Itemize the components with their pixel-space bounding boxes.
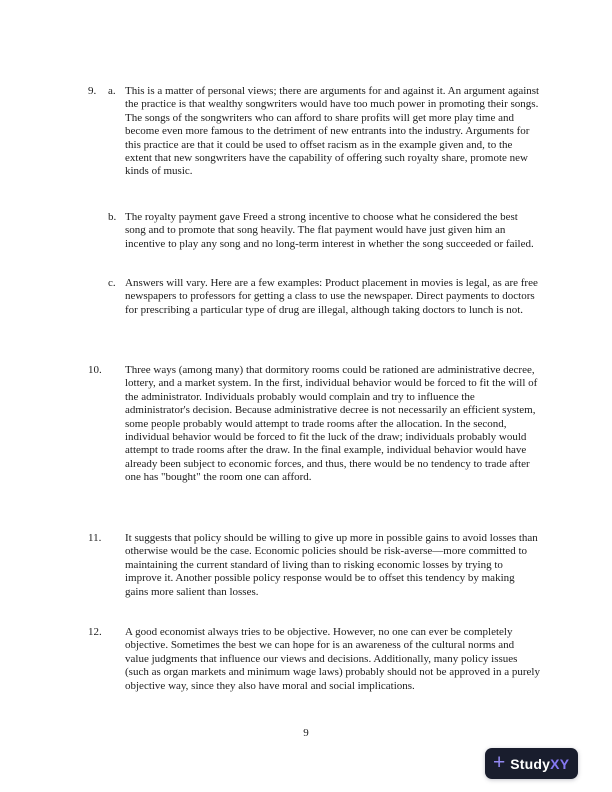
answer-text: The royalty payment gave Freed a strong incentive to choose what he considered the best song and to promote that song heavily. The flat payment would have just given him an incentive to play any song and no long-term interest in whether the song succeeded or failed. (125, 211, 534, 250)
answer-text: Answers will vary. Here are a few examples: Product placement in movies is legal, as are free newspapers to professors for getting a class to use the newspaper. Direct payments to doctors for prescribing a particular type of drug are illegal, although taking doctors to lunch is not. (125, 277, 538, 316)
item-number: 10. (88, 364, 102, 376)
answer-item-9a (88, 85, 540, 179)
page-number: 9 (303, 727, 309, 739)
answer-text: A good economist always tries to be objective. However, no one can ever be completely objective. Sometimes the best we can hope for is an awareness of the cultural norms and value judgments that influence our views and decisions. Additionally, many policy issues (such as organ markets and minimum wage laws) probably should not be approved in a purely objective way, since they also have moral and social implications. (125, 626, 540, 692)
answer-text: Three ways (among many) that dormitory rooms could be rationed are administrative decree, lottery, and a market system. In the first, individual behavior would be forced to fit the will of the administrator. Individuals probably would complain and try to influence the administrator's decision. Because administrative decree is not necessarily an efficient system, some people probably would attempt to trade rooms after the allocation. In the second, individual behavior would be forced to fit the luck of the draw; individuals probably would attempt to trade rooms after the draw. In the final example, individual behavior would have already been subject to economic forces, and thus, there would be no tendency to trade after one has "bought" the room one can afford. (125, 364, 538, 484)
answer-item-11 (88, 532, 540, 599)
sub-item-letter: c. (108, 277, 116, 289)
sub-item-letter: a. (108, 85, 116, 97)
sub-item-letter: b. (108, 211, 117, 223)
plus-icon: + (493, 751, 506, 774)
brand-name-primary: Study (510, 755, 551, 772)
brand-name (510, 757, 569, 771)
answer-text: This is a matter of personal views; there are arguments for and against it. An argument against the practice is that wealthy songwriters would have too much power in promoting their songs. The songs of the songwriters who can afford to share profits will get more play time and become even more famous to the detriment of new entrants into the industry. Arguments for this practice are that it could be used to offset racism as in the example given and, to the extent that new songwriters have the capability of offering such royalty share, promote new kinds of music. (125, 85, 540, 178)
brand-name-accent: XY (550, 755, 570, 772)
item-number: 9. (88, 85, 97, 97)
studyxy-logo[interactable] (485, 748, 578, 779)
item-number: 12. (88, 626, 102, 638)
answer-item-9b (108, 211, 540, 251)
answer-item-9c (108, 277, 540, 317)
answer-text: It suggests that policy should be willing to give up more in possible gains to avoid losses than otherwise would be the case. Economic policies should be risk-averse—more committed to maintaining the current standard of living than to risking economic losses by trying to improve it. Another possible policy response would be to offset this tendency by making gains more salient than losses. (125, 532, 538, 598)
answer-item-12 (88, 626, 540, 693)
item-number: 11. (88, 532, 102, 544)
answer-item-10 (88, 364, 540, 485)
